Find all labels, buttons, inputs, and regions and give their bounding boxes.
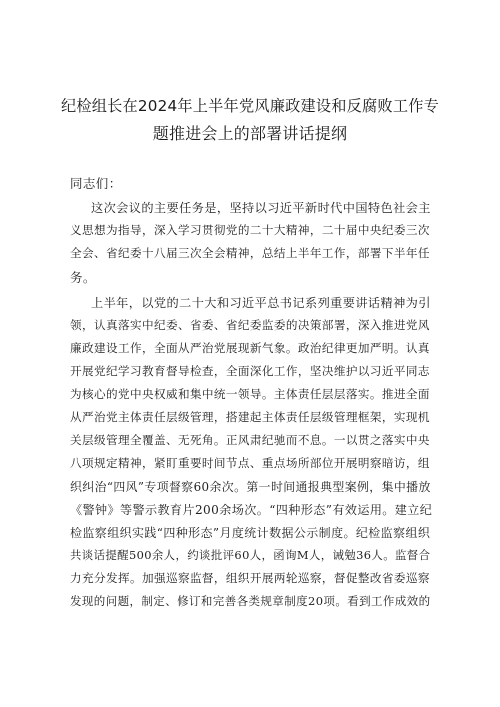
paragraph-line: 从严治党主体责任层级管理，搭建起主体责任层级管理框架，实现机 bbox=[70, 410, 430, 424]
paragraph-line: 八项规定精神，紧盯重要时间节点、重点场所部位开展明察暗访，组 bbox=[70, 456, 430, 470]
salutation: 同志们： bbox=[70, 176, 122, 191]
paragraph-line: 检监察组织实践“四种形态”月度统计数据公示制度。纪检监察组织 bbox=[70, 526, 431, 540]
paragraph-line: 上半年，以党的二十大和习近平总书记系列重要讲话精神为引 bbox=[91, 296, 431, 310]
paragraph-line: 义思想为指导，深入学习贯彻党的二十大精神，二十届中央纪委三次 bbox=[70, 223, 430, 237]
paragraph-line: 织纠治“四风”专项督察60余次。第一时间通报典型案例，集中播放 bbox=[70, 480, 431, 494]
paragraph-line: 这次会议的主要任务是，坚持以习近平新时代中国特色社会主 bbox=[91, 201, 431, 215]
paragraph-line: 全会、省纪委十八届三次全会精神，总结上半年工作，部署下半年任 bbox=[70, 246, 430, 260]
paragraph-line: 领，认真落实中纪委、省委、省纪委监委的决策部署，深入推进党风 bbox=[70, 318, 430, 332]
paragraph-line: 力充分发挥。加强巡察监督，组织开展两轮巡察，督促整改省委巡察 bbox=[70, 571, 430, 585]
paragraph-line: 为核心的党中央权威和集中统一领导。主体责任层层落实。推进全面 bbox=[70, 387, 430, 401]
paragraph-line: 《警钟》等警示教育片200余场次。“四种形态”有效运用。建立纪 bbox=[70, 503, 433, 517]
document-title-line-1: 纪检组长在2024年上半年党风廉政建设和反腐败工作专 bbox=[61, 97, 439, 115]
paragraph-line: 开展党纪学习教育督导检查，全面深化工作，坚决维护以习近平同志 bbox=[70, 364, 430, 378]
paragraph-line: 共谈话提醒500余人，约谈批评60人，函询M人，诫勉36人。监督合 bbox=[70, 548, 431, 562]
paragraph-line: 廉政建设工作，全面从严治党展现新气象。政治纪律更加严明。认真 bbox=[70, 341, 430, 355]
document-title-line-2: 题推进会上的部署讲话提纲 bbox=[152, 124, 348, 143]
paragraph-line: 务。 bbox=[70, 270, 96, 285]
paragraph-line: 发现的问题，制定、修订和完善各类规章制度20项。看到工作成效的 bbox=[70, 594, 431, 608]
paragraph-line: 关层级管理全覆盖、无死角。正风肃纪驰而不息。一以贯之落实中央 bbox=[70, 433, 430, 447]
